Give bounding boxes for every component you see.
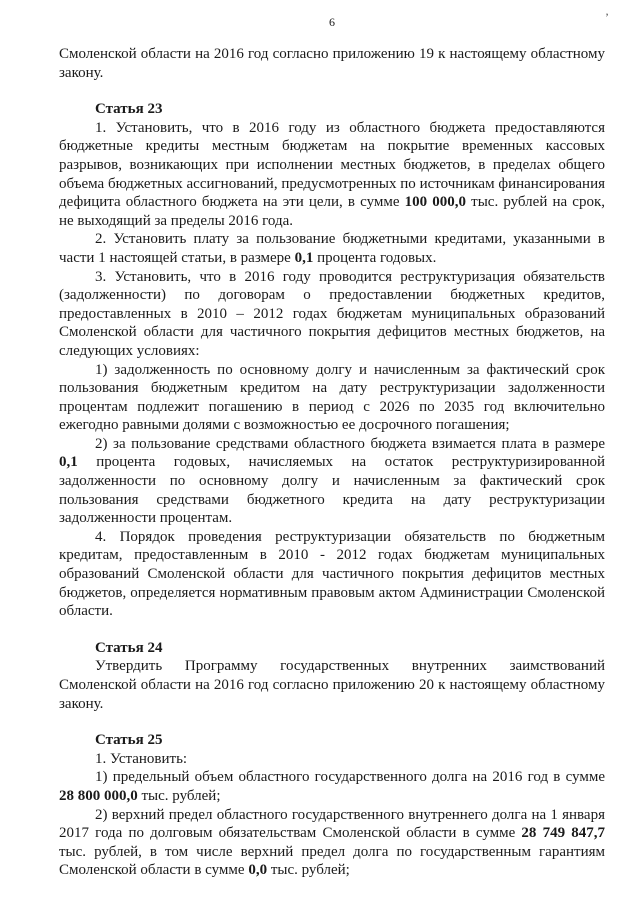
article-23-part-1-text: 1. Установить, что в 2016 году из областного бюджета предоставляются бюджетные кредиты местным бюджетам на покрытие временных кассовых разрывов, возникающих при исполнении местных бюджетов, в пределах общего объема бюджетных ассигнований, предусмотренных по источникам финансирования дефицита областного бюджета на эти цели, в сумме: [59, 119, 605, 211]
article-24-heading: Статья 24: [95, 639, 163, 656]
top-corner-mark: ’: [605, 10, 609, 24]
article-25-item-2: [59, 806, 605, 880]
article-25-item-1-amount: 28 800 000,0: [59, 787, 138, 804]
article-25-heading: Статья 25: [95, 732, 163, 749]
article-23-part-1: [59, 119, 605, 231]
article-23-part-2-text: 2. Установить плату за пользование бюджетными кредитами, указанными в части 1 настоящей статьи, в размере: [59, 231, 605, 266]
document-body: [59, 45, 605, 880]
article-23-rate: 0,1: [294, 249, 314, 266]
article-23-part-1-tail: тыс. рублей на срок, не выходящий за пределы 2016 года.: [59, 194, 605, 229]
article-23-amount: 100 000,0: [404, 194, 467, 211]
intro-paragraph: Смоленской области на 2016 год согласно приложению 19 к настоящему областному закону.: [59, 46, 605, 81]
article-24-text: Утвердить Программу государственных внутренних заимствований Смоленской области на 2016 год согласно приложению 20 к настоящему областному закону.: [59, 658, 605, 712]
page-number: 6: [329, 15, 335, 29]
article-23-part-2: [59, 230, 605, 267]
article-23-part-3: 3. Установить, что в 2016 году проводится реструктуризация обязательств (задолженности) по договорам о предоставлении бюджетных кредитов, предоставленных в 2010 – 2012 годах бюджетам муниципальных образований Смоленской области для частичного покрытия дефицитов местных бюджетов, на следующих условиях:: [59, 268, 605, 359]
article-23-item-2-tail: процента годовых, начисляемых на остаток реструктуризированной задолженности по основному долгу и начисленным за фактический срок пользования средствами бюджетного кредита на дату реструктуризации задолженности процентам.: [59, 454, 605, 527]
article-23-item-2-rate: 0,1: [59, 454, 78, 471]
article-23-part-4: 4. Порядок проведения реструктуризации обязательств по бюджетным кредитам, предоставленным в 2010 - 2012 годах бюджетам муниципальных образований Смоленской области для частичного покрытия дефицитов местных бюджетов, определяется нормативным правовым актом Администрации Смоленской области.: [59, 528, 605, 620]
article-25-item-2-amount: 28 749 847,7: [521, 825, 605, 842]
article-25-item-1: [59, 768, 605, 805]
article-25-item-1-text: 1) предельный объем областного государственного долга на 2016 год в сумме: [95, 769, 605, 786]
article-25-item-1-tail: тыс. рублей;: [137, 787, 221, 804]
article-25-item-2-guarantee: 0,0: [248, 862, 268, 879]
article-25-item-2-text: 2) верхний предел областного государственного внутреннего долга на 1 января 2017 года по долговым обязательствам Смоленской области в сумме: [59, 806, 605, 842]
article-23-part-3-item-2: [59, 435, 605, 528]
article-25-part-1: 1. Установить:: [95, 750, 188, 767]
article-25-item-2-tail: тыс. рублей;: [267, 862, 350, 879]
article-23-part-2-tail: процента годовых.: [313, 249, 437, 266]
article-25-item-2-mid: тыс. рублей, в том числе верхний предел долга по государственным гарантиям Смоленской области в сумме: [59, 843, 605, 879]
article-23-item-2-text: 2) за пользование средствами областного бюджета взимается плата в размере: [95, 435, 605, 452]
article-23-part-3-item-1: 1) задолженность по основному долгу и начисленным за фактический срок пользования бюджетным кредитом на дату реструктуризации задолженности процентам подлежит погашению в период с 2026 по 2035 год включительно ежегодно равными долями с возможностью ее досрочного погашения;: [59, 361, 605, 434]
article-23-heading: Статья 23: [95, 101, 163, 118]
